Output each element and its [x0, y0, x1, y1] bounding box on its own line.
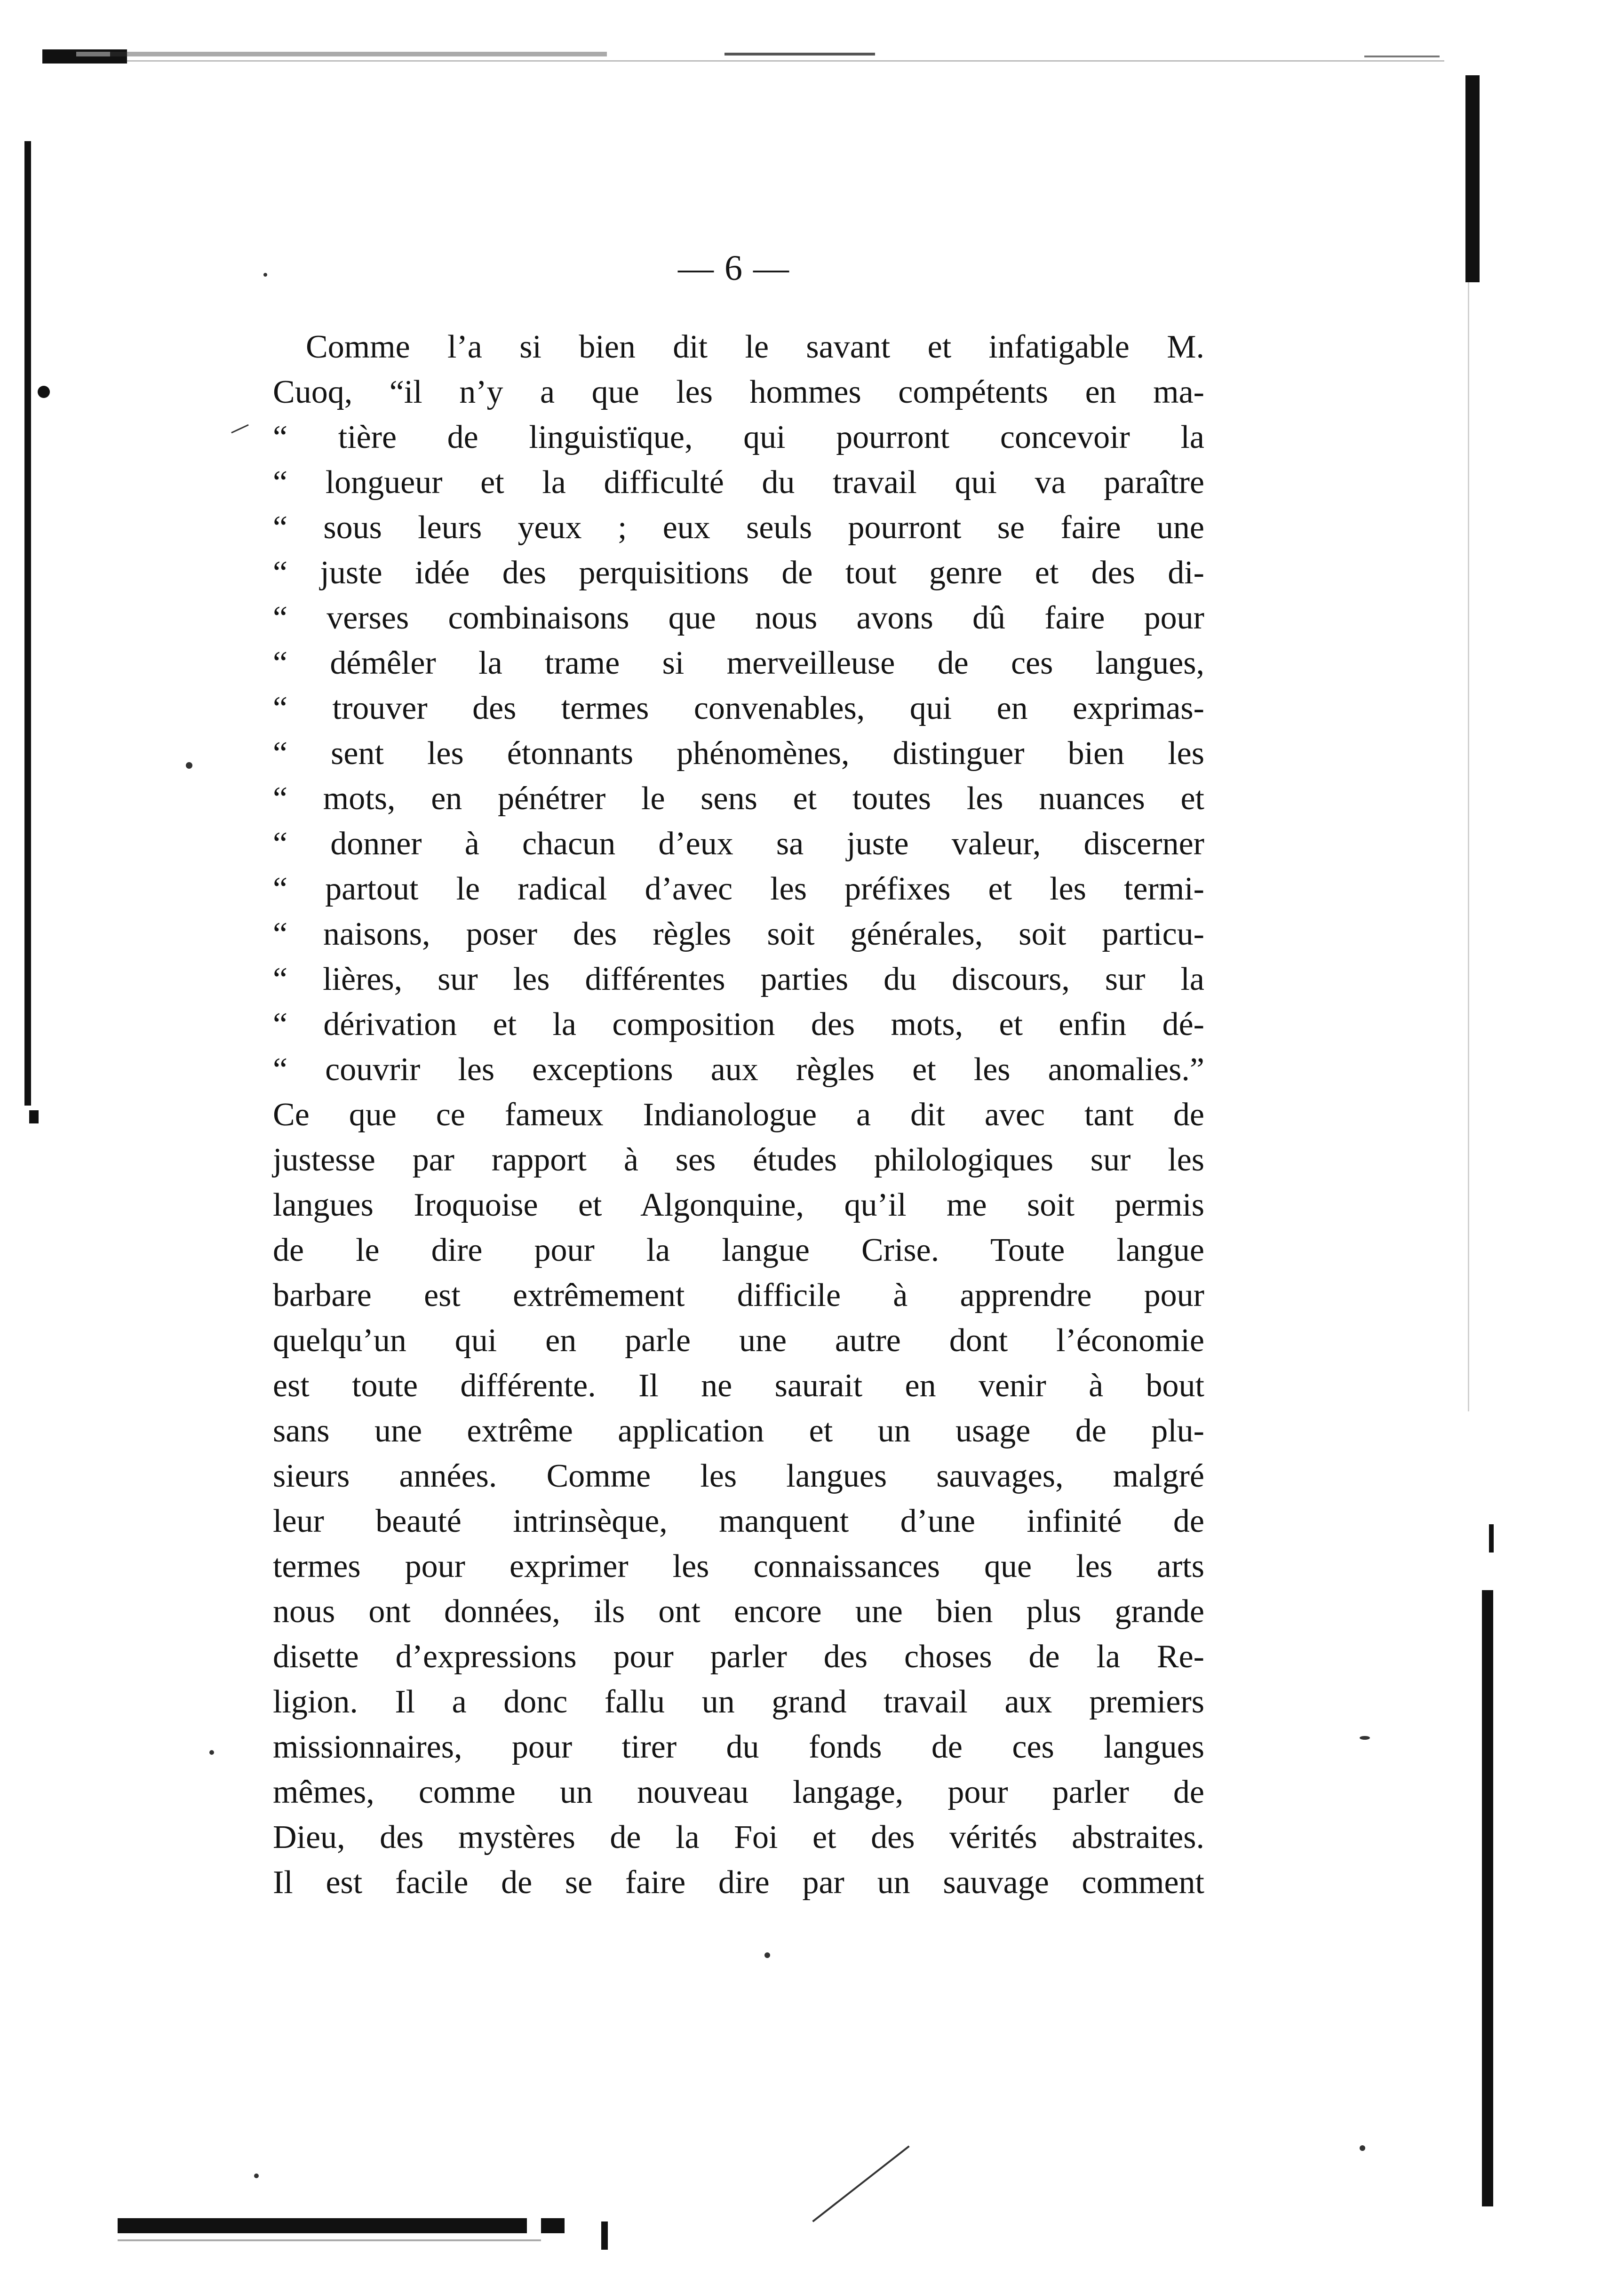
text-line: Il est facile de se faire dire par un sauvage comment — [273, 1864, 1204, 1901]
scan-edge-artifact — [1465, 75, 1480, 282]
text-line: Dieu, des mystères de la Foi et des vérités abstraites. — [273, 1819, 1204, 1855]
text-line: “ mots, en pénétrer le sens et toutes les nuances et — [273, 780, 1204, 817]
scan-speck — [1360, 2145, 1365, 2151]
text-line: “ démêler la trame si merveilleuse de ces langues, — [273, 645, 1204, 681]
text-line: barbare est extrêmement difficile à apprendre pour — [273, 1277, 1204, 1314]
text-line: ligion. Il a donc fallu un grand travail aux premiers — [273, 1684, 1204, 1720]
scan-edge-artifact — [1489, 1524, 1494, 1552]
text-line: nous ont données, ils ont encore une bien plus grande — [273, 1593, 1204, 1630]
body-paragraph — [273, 325, 1204, 1905]
text-line: disette d’expressions pour parler des choses de la Re- — [273, 1639, 1204, 1675]
scan-speck — [263, 273, 267, 277]
text-line: Ce que ce fameux Indianologue a dit avec tant de — [273, 1097, 1204, 1133]
text-line: sans une extrême application et un usage de plu- — [273, 1413, 1204, 1449]
scan-edge-artifact — [541, 2218, 565, 2233]
text-line: “ naisons, poser des règles soit générales, soit particu- — [273, 916, 1204, 952]
text-line: de le dire pour la langue Crise. Toute langue — [273, 1232, 1204, 1268]
text-line: mêmes, comme un nouveau langage, pour parler de — [273, 1774, 1204, 1810]
scan-speck — [254, 2174, 259, 2178]
text-line: “ sous leurs yeux ; eux seuls pourront se faire une — [273, 510, 1204, 546]
scan-edge-artifact — [118, 2218, 480, 2233]
text-line: leur beauté intrinsèque, manquent d’une infinité de — [273, 1503, 1204, 1539]
scan-edge-artifact — [1364, 56, 1440, 57]
text-line: “ donner à chacun d’eux sa juste valeur, discerner — [273, 826, 1204, 862]
scan-speck — [1360, 1736, 1370, 1740]
scan-edge-artifact — [724, 53, 875, 56]
scan-speck — [209, 1750, 214, 1755]
scan-edge-artifact — [29, 1110, 39, 1123]
text-line: Cuoq, “il n’y a que les hommes compétents en ma- — [273, 374, 1204, 410]
text-line: justesse par rapport à ses études philologiques sur les — [273, 1142, 1204, 1178]
scan-edge-artifact — [42, 52, 607, 56]
text-line: langues Iroquoise et Algonquine, qu’il me soit permis — [273, 1187, 1204, 1223]
scan-edge-artifact — [1482, 1590, 1493, 2206]
scan-edge-artifact — [1468, 282, 1469, 1411]
scan-speck — [764, 1952, 770, 1958]
text-line: “ partout le radical d’avec les préfixes et les termi- — [273, 871, 1204, 907]
text-line: “ verses combinaisons que nous avons dû faire pour — [273, 600, 1204, 636]
scan-edge-artifact — [475, 2218, 527, 2233]
scan-edge-artifact — [24, 141, 31, 1106]
scan-speck — [231, 424, 249, 434]
text-line: “ dérivation et la composition des mots, et enfin dé- — [273, 1006, 1204, 1043]
scan-edge-artifact — [38, 386, 50, 398]
text-line: “ sent les étonnants phénomènes, distinguer bien les — [273, 735, 1204, 772]
scan-edge-artifact — [127, 60, 1444, 62]
text-line: missionnaires, pour tirer du fonds de ces langues — [273, 1729, 1204, 1765]
text-line: “ trouver des termes convenables, qui en exprimas- — [273, 690, 1204, 726]
scan-edge-artifact — [601, 2221, 608, 2250]
scan-edge-artifact — [118, 2239, 541, 2241]
text-line: sieurs années. Comme les langues sauvages, malgré — [273, 1458, 1204, 1494]
text-line: “ longueur et la difficulté du travail qui va paraître — [273, 464, 1204, 501]
text-line: est toute différente. Il ne saurait en venir à bout — [273, 1368, 1204, 1404]
text-line: “ couvrir les exceptions aux règles et les anomalies.” — [273, 1051, 1204, 1088]
text-line: termes pour exprimer les connaissances que les arts — [273, 1548, 1204, 1584]
scan-speck — [812, 2145, 909, 2222]
text-line: “ juste idée des perquisitions de tout genre et des di- — [273, 555, 1204, 591]
page-number: — 6 — — [678, 248, 790, 288]
text-line: Comme l’a si bien dit le savant et infatigable M. — [306, 329, 1204, 365]
scan-speck — [186, 762, 192, 769]
text-line: “ tière de linguistïque, qui pourront concevoir la — [273, 419, 1204, 455]
text-line: “ lières, sur les différentes parties du discours, sur la — [273, 961, 1204, 997]
text-line: quelqu’un qui en parle une autre dont l’économie — [273, 1322, 1204, 1359]
